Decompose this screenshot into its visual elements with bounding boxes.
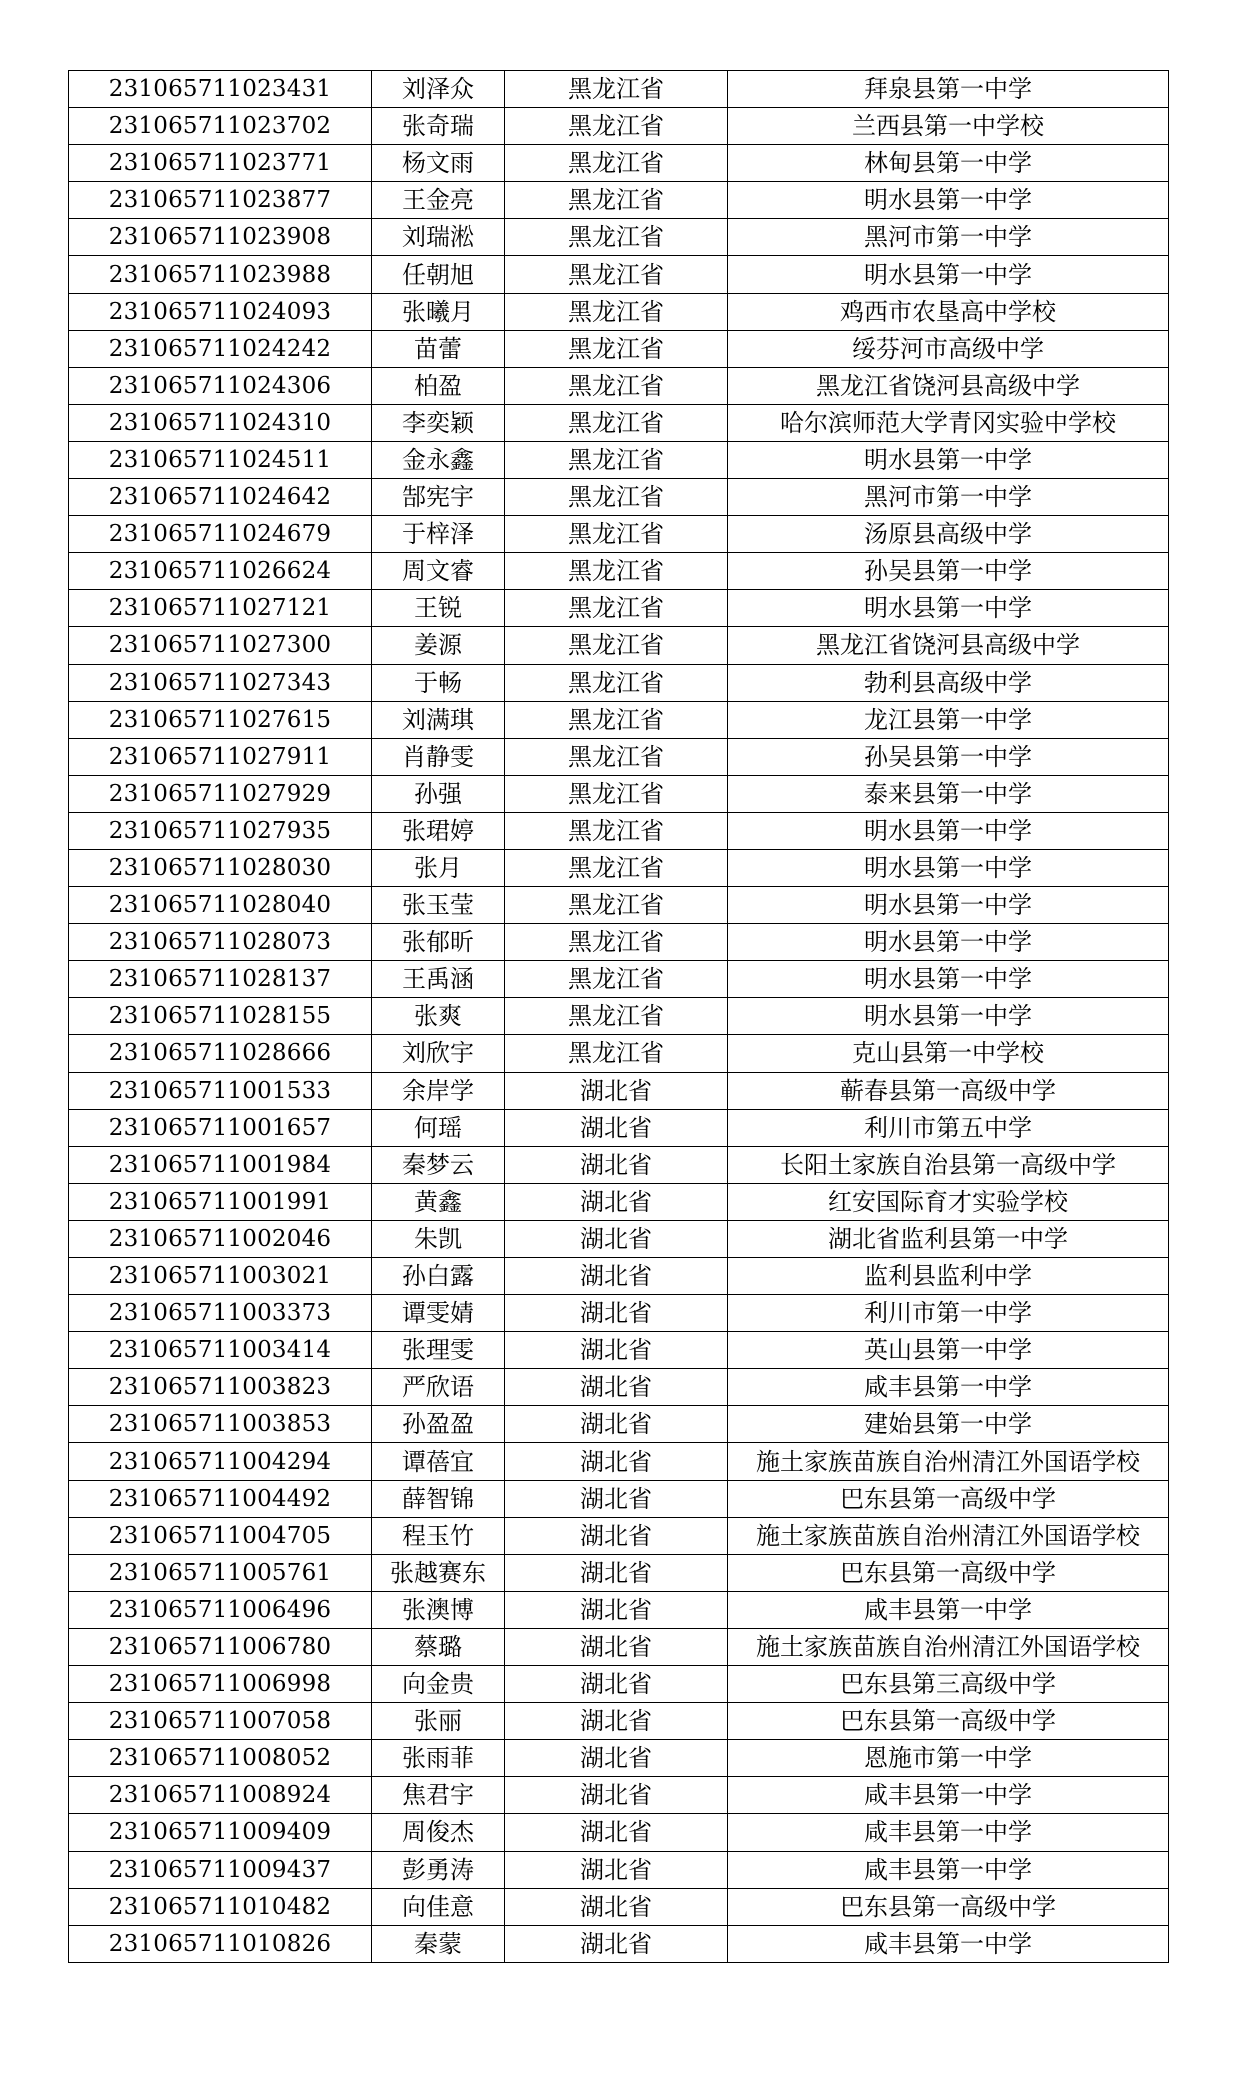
cell-school: 黑河市第一中学 [728, 219, 1169, 256]
admission-list-table [68, 70, 1169, 1963]
cell-student-name: 刘泽众 [372, 71, 505, 108]
cell-candidate-id: 231065711007058 [69, 1703, 372, 1740]
cell-candidate-id: 231065711028666 [69, 1035, 372, 1072]
cell-candidate-id: 231065711023702 [69, 108, 372, 145]
cell-student-name: 张爽 [372, 998, 505, 1035]
cell-candidate-id: 231065711028030 [69, 849, 372, 886]
cell-student-name: 向佳意 [372, 1888, 505, 1925]
table-row [69, 404, 1169, 441]
cell-candidate-id: 231065711009409 [69, 1814, 372, 1851]
cell-province: 黑龙江省 [505, 849, 728, 886]
cell-candidate-id: 231065711004705 [69, 1517, 372, 1554]
table-row [69, 1332, 1169, 1369]
cell-candidate-id: 231065711028073 [69, 924, 372, 961]
cell-student-name: 杨文雨 [372, 145, 505, 182]
table-row [69, 219, 1169, 256]
table-row [69, 1183, 1169, 1220]
cell-student-name: 王禹涵 [372, 961, 505, 998]
table-row [69, 775, 1169, 812]
cell-province: 黑龙江省 [505, 590, 728, 627]
cell-school: 巴东县第一高级中学 [728, 1554, 1169, 1591]
cell-candidate-id: 231065711024310 [69, 404, 372, 441]
cell-province: 湖北省 [505, 1146, 728, 1183]
cell-candidate-id: 231065711001991 [69, 1183, 372, 1220]
table-row [69, 1220, 1169, 1257]
cell-school: 明水县第一中学 [728, 590, 1169, 627]
table-body [69, 71, 1169, 1963]
cell-school: 黑河市第一中学 [728, 479, 1169, 516]
cell-school: 兰西县第一中学校 [728, 108, 1169, 145]
cell-province: 黑龙江省 [505, 664, 728, 701]
cell-school: 龙江县第一中学 [728, 701, 1169, 738]
cell-province: 湖北省 [505, 1888, 728, 1925]
cell-student-name: 彭勇涛 [372, 1851, 505, 1888]
cell-province: 湖北省 [505, 1332, 728, 1369]
table-row [69, 367, 1169, 404]
cell-school: 施土家族苗族自治州清江外国语学校 [728, 1517, 1169, 1554]
cell-school: 英山县第一中学 [728, 1332, 1169, 1369]
cell-candidate-id: 231065711001984 [69, 1146, 372, 1183]
cell-school: 孙吴县第一中学 [728, 553, 1169, 590]
cell-province: 黑龙江省 [505, 479, 728, 516]
table-row [69, 590, 1169, 627]
cell-province: 黑龙江省 [505, 516, 728, 553]
table-row [69, 553, 1169, 590]
table-row [69, 1851, 1169, 1888]
cell-candidate-id: 231065711024679 [69, 516, 372, 553]
table-row [69, 849, 1169, 886]
cell-student-name: 张澳博 [372, 1591, 505, 1628]
cell-school: 利川市第一中学 [728, 1295, 1169, 1332]
cell-province: 黑龙江省 [505, 553, 728, 590]
cell-province: 黑龙江省 [505, 887, 728, 924]
cell-candidate-id: 231065711003853 [69, 1406, 372, 1443]
table-row [69, 1406, 1169, 1443]
cell-province: 黑龙江省 [505, 330, 728, 367]
cell-candidate-id: 231065711028155 [69, 998, 372, 1035]
cell-student-name: 柏盈 [372, 367, 505, 404]
cell-candidate-id: 231065711024642 [69, 479, 372, 516]
cell-school: 咸丰县第一中学 [728, 1851, 1169, 1888]
cell-student-name: 王金亮 [372, 182, 505, 219]
cell-candidate-id: 231065711003373 [69, 1295, 372, 1332]
cell-school: 咸丰县第一中学 [728, 1369, 1169, 1406]
table-row [69, 1109, 1169, 1146]
cell-candidate-id: 231065711008924 [69, 1777, 372, 1814]
cell-school: 泰来县第一中学 [728, 775, 1169, 812]
table-row [69, 1925, 1169, 1962]
cell-province: 黑龙江省 [505, 108, 728, 145]
cell-province: 湖北省 [505, 1851, 728, 1888]
cell-student-name: 秦蒙 [372, 1925, 505, 1962]
cell-student-name: 孙白露 [372, 1258, 505, 1295]
cell-school: 咸丰县第一中学 [728, 1777, 1169, 1814]
cell-candidate-id: 231065711023431 [69, 71, 372, 108]
table-row [69, 71, 1169, 108]
cell-student-name: 任朝旭 [372, 256, 505, 293]
cell-student-name: 严欣语 [372, 1369, 505, 1406]
cell-school: 恩施市第一中学 [728, 1740, 1169, 1777]
table-row [69, 182, 1169, 219]
cell-school: 蕲春县第一高级中学 [728, 1072, 1169, 1109]
table-row [69, 1814, 1169, 1851]
cell-province: 黑龙江省 [505, 961, 728, 998]
cell-school: 汤原县高级中学 [728, 516, 1169, 553]
cell-province: 湖北省 [505, 1777, 728, 1814]
cell-candidate-id: 231065711008052 [69, 1740, 372, 1777]
cell-province: 黑龙江省 [505, 71, 728, 108]
cell-candidate-id: 231065711006998 [69, 1666, 372, 1703]
table-row [69, 812, 1169, 849]
table-row [69, 701, 1169, 738]
cell-school: 明水县第一中学 [728, 812, 1169, 849]
cell-province: 湖北省 [505, 1369, 728, 1406]
cell-candidate-id: 231065711026624 [69, 553, 372, 590]
cell-candidate-id: 231065711023988 [69, 256, 372, 293]
table-row [69, 145, 1169, 182]
cell-province: 湖北省 [505, 1258, 728, 1295]
cell-candidate-id: 231065711006496 [69, 1591, 372, 1628]
cell-province: 湖北省 [505, 1072, 728, 1109]
cell-student-name: 余岸学 [372, 1072, 505, 1109]
table-row [69, 924, 1169, 961]
table-row [69, 1777, 1169, 1814]
cell-school: 巴东县第一高级中学 [728, 1480, 1169, 1517]
cell-candidate-id: 231065711027929 [69, 775, 372, 812]
table-row [69, 479, 1169, 516]
cell-student-name: 孙盈盈 [372, 1406, 505, 1443]
cell-candidate-id: 231065711024306 [69, 367, 372, 404]
cell-student-name: 薛智锦 [372, 1480, 505, 1517]
table-row [69, 1035, 1169, 1072]
cell-candidate-id: 231065711010826 [69, 1925, 372, 1962]
cell-province: 湖北省 [505, 1220, 728, 1257]
cell-student-name: 于梓泽 [372, 516, 505, 553]
cell-province: 湖北省 [505, 1591, 728, 1628]
cell-candidate-id: 231065711006780 [69, 1628, 372, 1665]
cell-student-name: 于畅 [372, 664, 505, 701]
cell-student-name: 周俊杰 [372, 1814, 505, 1851]
cell-province: 黑龙江省 [505, 145, 728, 182]
cell-student-name: 肖静雯 [372, 738, 505, 775]
cell-school: 长阳土家族自治县第一高级中学 [728, 1146, 1169, 1183]
cell-province: 湖北省 [505, 1628, 728, 1665]
table-row [69, 108, 1169, 145]
cell-candidate-id: 231065711028137 [69, 961, 372, 998]
cell-province: 黑龙江省 [505, 404, 728, 441]
cell-province: 黑龙江省 [505, 256, 728, 293]
cell-school: 监利县监利中学 [728, 1258, 1169, 1295]
cell-candidate-id: 231065711004294 [69, 1443, 372, 1480]
cell-school: 咸丰县第一中学 [728, 1814, 1169, 1851]
table-row [69, 1591, 1169, 1628]
table-row [69, 293, 1169, 330]
cell-province: 湖北省 [505, 1109, 728, 1146]
cell-province: 黑龙江省 [505, 441, 728, 478]
cell-school: 明水县第一中学 [728, 961, 1169, 998]
cell-province: 黑龙江省 [505, 293, 728, 330]
cell-student-name: 何瑶 [372, 1109, 505, 1146]
cell-student-name: 张曦月 [372, 293, 505, 330]
cell-candidate-id: 231065711027343 [69, 664, 372, 701]
cell-province: 黑龙江省 [505, 775, 728, 812]
cell-province: 黑龙江省 [505, 627, 728, 664]
cell-school: 明水县第一中学 [728, 441, 1169, 478]
cell-candidate-id: 231065711023908 [69, 219, 372, 256]
cell-student-name: 金永鑫 [372, 441, 505, 478]
cell-candidate-id: 231065711027615 [69, 701, 372, 738]
cell-school: 黑龙江省饶河县高级中学 [728, 627, 1169, 664]
table-row [69, 1703, 1169, 1740]
table-row [69, 330, 1169, 367]
cell-school: 明水县第一中学 [728, 887, 1169, 924]
table-row [69, 738, 1169, 775]
cell-province: 湖北省 [505, 1480, 728, 1517]
cell-student-name: 王锐 [372, 590, 505, 627]
cell-candidate-id: 231065711005761 [69, 1554, 372, 1591]
cell-candidate-id: 231065711002046 [69, 1220, 372, 1257]
table-row [69, 1554, 1169, 1591]
cell-province: 湖北省 [505, 1740, 728, 1777]
cell-school: 明水县第一中学 [728, 924, 1169, 961]
cell-school: 咸丰县第一中学 [728, 1591, 1169, 1628]
table-row [69, 627, 1169, 664]
cell-student-name: 朱凯 [372, 1220, 505, 1257]
cell-school: 建始县第一中学 [728, 1406, 1169, 1443]
cell-province: 湖北省 [505, 1814, 728, 1851]
cell-school: 哈尔滨师范大学青冈实验中学校 [728, 404, 1169, 441]
cell-province: 黑龙江省 [505, 182, 728, 219]
cell-candidate-id: 231065711003823 [69, 1369, 372, 1406]
cell-student-name: 张玉莹 [372, 887, 505, 924]
cell-school: 黑龙江省饶河县高级中学 [728, 367, 1169, 404]
table-row [69, 1443, 1169, 1480]
cell-school: 林甸县第一中学 [728, 145, 1169, 182]
cell-school: 巴东县第三高级中学 [728, 1666, 1169, 1703]
cell-province: 黑龙江省 [505, 367, 728, 404]
cell-candidate-id: 231065711024242 [69, 330, 372, 367]
table-row [69, 1666, 1169, 1703]
cell-school: 孙吴县第一中学 [728, 738, 1169, 775]
cell-candidate-id: 231065711010482 [69, 1888, 372, 1925]
cell-student-name: 谭雯婧 [372, 1295, 505, 1332]
cell-school: 明水县第一中学 [728, 256, 1169, 293]
cell-student-name: 向金贵 [372, 1666, 505, 1703]
cell-candidate-id: 231065711028040 [69, 887, 372, 924]
cell-province: 湖北省 [505, 1183, 728, 1220]
cell-school: 湖北省监利县第一中学 [728, 1220, 1169, 1257]
table-row [69, 887, 1169, 924]
cell-student-name: 张丽 [372, 1703, 505, 1740]
table-row [69, 1740, 1169, 1777]
cell-candidate-id: 231065711003414 [69, 1332, 372, 1369]
cell-province: 湖北省 [505, 1925, 728, 1962]
cell-candidate-id: 231065711027121 [69, 590, 372, 627]
cell-province: 湖北省 [505, 1554, 728, 1591]
cell-candidate-id: 231065711027935 [69, 812, 372, 849]
cell-candidate-id: 231065711024093 [69, 293, 372, 330]
cell-candidate-id: 231065711023771 [69, 145, 372, 182]
table-row [69, 1146, 1169, 1183]
cell-school: 明水县第一中学 [728, 998, 1169, 1035]
cell-school: 绥芬河市高级中学 [728, 330, 1169, 367]
cell-school: 巴东县第一高级中学 [728, 1888, 1169, 1925]
cell-province: 黑龙江省 [505, 1035, 728, 1072]
cell-student-name: 程玉竹 [372, 1517, 505, 1554]
cell-student-name: 姜源 [372, 627, 505, 664]
cell-student-name: 苗蕾 [372, 330, 505, 367]
cell-student-name: 焦君宇 [372, 1777, 505, 1814]
cell-student-name: 周文睿 [372, 553, 505, 590]
cell-candidate-id: 231065711009437 [69, 1851, 372, 1888]
cell-school: 勃利县高级中学 [728, 664, 1169, 701]
cell-province: 黑龙江省 [505, 738, 728, 775]
cell-province: 黑龙江省 [505, 998, 728, 1035]
cell-school: 红安国际育才实验学校 [728, 1183, 1169, 1220]
cell-school: 巴东县第一高级中学 [728, 1703, 1169, 1740]
cell-student-name: 李奕颖 [372, 404, 505, 441]
cell-province: 湖北省 [505, 1406, 728, 1443]
cell-student-name: 张越赛东 [372, 1554, 505, 1591]
table-row [69, 441, 1169, 478]
cell-school: 施土家族苗族自治州清江外国语学校 [728, 1443, 1169, 1480]
cell-province: 湖北省 [505, 1666, 728, 1703]
cell-school: 明水县第一中学 [728, 849, 1169, 886]
table-row [69, 1480, 1169, 1517]
cell-student-name: 郜宪宇 [372, 479, 505, 516]
cell-province: 湖北省 [505, 1443, 728, 1480]
cell-student-name: 蔡璐 [372, 1628, 505, 1665]
table-row [69, 1072, 1169, 1109]
cell-school: 施土家族苗族自治州清江外国语学校 [728, 1628, 1169, 1665]
cell-candidate-id: 231065711027300 [69, 627, 372, 664]
cell-school: 咸丰县第一中学 [728, 1925, 1169, 1962]
cell-student-name: 谭蓓宜 [372, 1443, 505, 1480]
cell-student-name: 张奇瑞 [372, 108, 505, 145]
table-row [69, 961, 1169, 998]
table-row [69, 516, 1169, 553]
cell-province: 湖北省 [505, 1517, 728, 1554]
cell-student-name: 张郁昕 [372, 924, 505, 961]
cell-province: 黑龙江省 [505, 924, 728, 961]
cell-candidate-id: 231065711001657 [69, 1109, 372, 1146]
cell-student-name: 张理雯 [372, 1332, 505, 1369]
cell-candidate-id: 231065711004492 [69, 1480, 372, 1517]
cell-student-name: 刘欣宇 [372, 1035, 505, 1072]
cell-student-name: 黄鑫 [372, 1183, 505, 1220]
table-row [69, 1517, 1169, 1554]
cell-student-name: 张月 [372, 849, 505, 886]
cell-school: 利川市第五中学 [728, 1109, 1169, 1146]
table-row [69, 1369, 1169, 1406]
cell-school: 鸡西市农垦高中学校 [728, 293, 1169, 330]
table-row [69, 664, 1169, 701]
cell-candidate-id: 231065711023877 [69, 182, 372, 219]
table-row [69, 1258, 1169, 1295]
cell-candidate-id: 231065711001533 [69, 1072, 372, 1109]
table-row [69, 1888, 1169, 1925]
cell-province: 湖北省 [505, 1295, 728, 1332]
table-row [69, 256, 1169, 293]
cell-province: 湖北省 [505, 1703, 728, 1740]
cell-school: 克山县第一中学校 [728, 1035, 1169, 1072]
cell-province: 黑龙江省 [505, 701, 728, 738]
cell-student-name: 秦梦云 [372, 1146, 505, 1183]
cell-province: 黑龙江省 [505, 219, 728, 256]
cell-student-name: 张雨菲 [372, 1740, 505, 1777]
table-row [69, 1295, 1169, 1332]
table-row [69, 998, 1169, 1035]
cell-student-name: 刘满琪 [372, 701, 505, 738]
table-row [69, 1628, 1169, 1665]
cell-province: 黑龙江省 [505, 812, 728, 849]
cell-candidate-id: 231065711024511 [69, 441, 372, 478]
cell-school: 明水县第一中学 [728, 182, 1169, 219]
cell-student-name: 张珺婷 [372, 812, 505, 849]
cell-school: 拜泉县第一中学 [728, 71, 1169, 108]
cell-student-name: 孙强 [372, 775, 505, 812]
cell-candidate-id: 231065711003021 [69, 1258, 372, 1295]
cell-student-name: 刘瑞淞 [372, 219, 505, 256]
cell-candidate-id: 231065711027911 [69, 738, 372, 775]
